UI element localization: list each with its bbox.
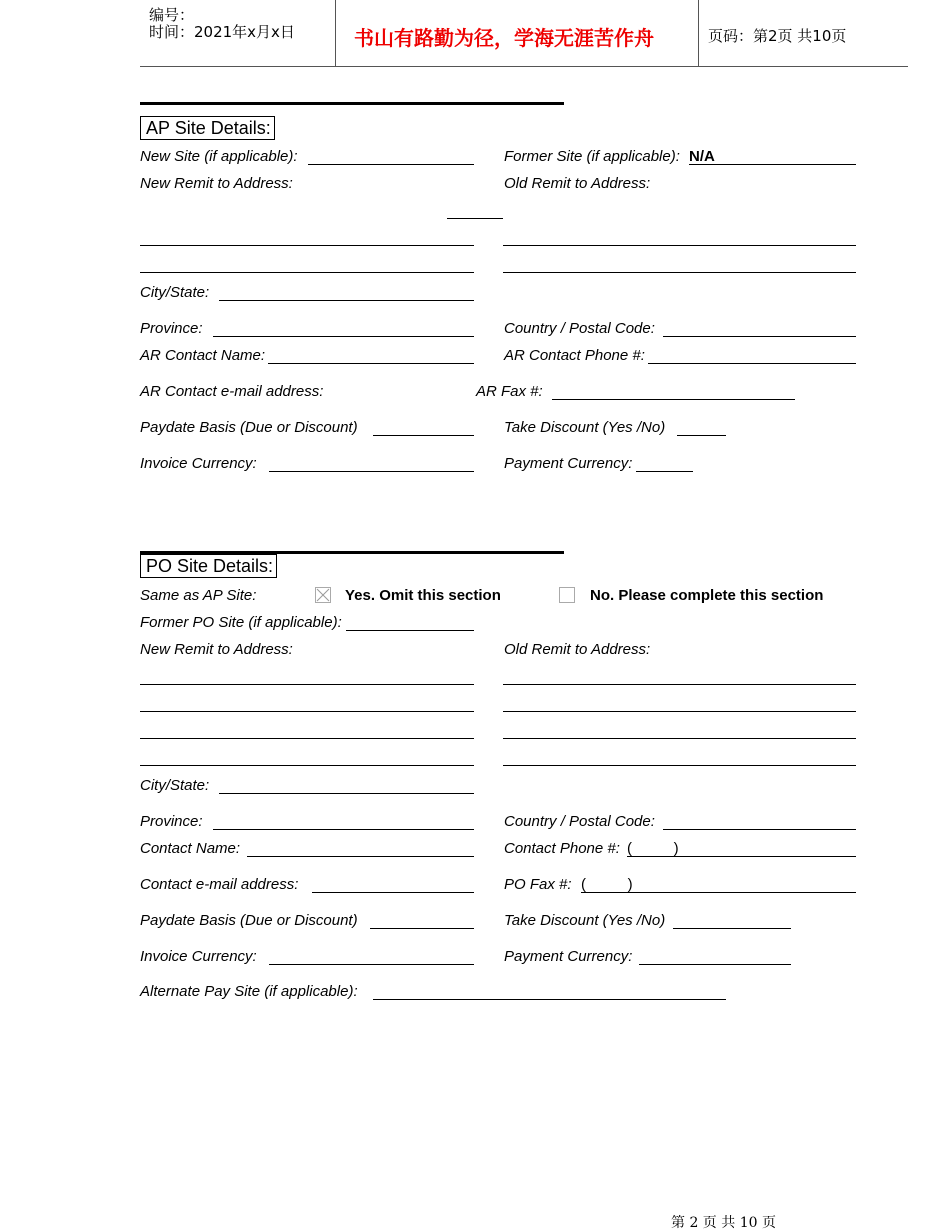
po-fax-label: PO Fax #: xyxy=(504,876,572,893)
ap-province-field[interactable] xyxy=(213,336,474,337)
ap-old-remit-line-1[interactable] xyxy=(503,245,856,246)
ap-city-state-field[interactable] xyxy=(219,300,474,301)
po-fax-field[interactable] xyxy=(581,892,856,893)
po-province-label: Province: xyxy=(140,813,203,830)
number-label: 编号： xyxy=(149,6,195,24)
po-contact-phone-label: Contact Phone #: xyxy=(504,840,620,857)
former-po-site-field[interactable] xyxy=(346,630,474,631)
no-option-label: No. Please complete this section xyxy=(590,587,824,604)
ap-new-remit-line-2[interactable] xyxy=(140,272,474,273)
po-city-state-label: City/State: xyxy=(140,777,210,794)
po-contact-phone-field[interactable] xyxy=(627,856,856,857)
former-site-label: Former Site (if applicable): xyxy=(504,148,680,165)
po-old-remit-line-2[interactable] xyxy=(503,711,856,712)
ap-old-remit-line-2[interactable] xyxy=(503,272,856,273)
po-take-discount-label: Take Discount (Yes /No) xyxy=(504,912,666,929)
ap-old-remit-label: Old Remit to Address: xyxy=(504,175,651,192)
po-contact-name-label: Contact Name: xyxy=(140,840,241,857)
po-old-remit-line-4[interactable] xyxy=(503,765,856,766)
po-new-remit-line-3[interactable] xyxy=(140,738,474,739)
po-contact-email-label: Contact e-mail address: xyxy=(140,876,299,893)
new-site-field[interactable] xyxy=(308,164,474,165)
ar-contact-name-field[interactable] xyxy=(268,363,474,364)
ar-contact-phone-label: AR Contact Phone #: xyxy=(504,347,645,364)
po-old-remit-label: Old Remit to Address: xyxy=(504,641,651,658)
ap-province-label: Province: xyxy=(140,320,203,337)
ap-paydate-basis-field[interactable] xyxy=(373,435,474,436)
same-as-ap-label: Same as AP Site: xyxy=(140,587,257,604)
ap-country-postal-label: Country / Postal Code: xyxy=(504,320,655,337)
no-checkbox[interactable] xyxy=(559,587,575,603)
po-new-remit-line-2[interactable] xyxy=(140,711,474,712)
ar-contact-name-label: AR Contact Name: xyxy=(140,347,266,364)
checkbox-x-icon xyxy=(316,588,330,602)
po-new-remit-label: New Remit to Address: xyxy=(140,641,293,658)
footer-page-number: 第 2 页 共 10 页 xyxy=(671,1215,776,1231)
po-take-discount-field[interactable] xyxy=(673,928,791,929)
new-site-label: New Site (if applicable): xyxy=(140,148,298,165)
po-invoice-currency-field[interactable] xyxy=(269,964,474,965)
ar-fax-field[interactable] xyxy=(552,399,795,400)
po-paydate-basis-label: Paydate Basis (Due or Discount) xyxy=(140,912,358,929)
ap-payment-currency-field[interactable] xyxy=(636,471,693,472)
po-new-remit-line-1[interactable] xyxy=(140,684,474,685)
ap-new-remit-label: New Remit to Address: xyxy=(140,175,293,192)
motto: 书山有路勤为径，学海无涯苦作舟 xyxy=(354,26,654,50)
ap-section-title: AP Site Details: xyxy=(140,116,275,140)
ap-new-remit-line-1[interactable] xyxy=(140,245,474,246)
alternate-pay-site-field[interactable] xyxy=(373,999,726,1000)
time-label: 时间：2021年x月x日 xyxy=(149,23,295,41)
yes-checkbox[interactable] xyxy=(315,587,331,603)
page-header xyxy=(140,0,908,67)
page-label: 页码：第2页 共10页 xyxy=(708,27,847,45)
po-contact-name-field[interactable] xyxy=(247,856,474,857)
po-province-field[interactable] xyxy=(213,829,474,830)
ap-city-state-label: City/State: xyxy=(140,284,210,301)
po-invoice-currency-label: Invoice Currency: xyxy=(140,948,257,965)
ap-take-discount-label: Take Discount (Yes /No) xyxy=(504,419,666,436)
yes-option-label: Yes. Omit this section xyxy=(345,587,501,604)
ap-invoice-currency-field[interactable] xyxy=(269,471,474,472)
header-motto-cell xyxy=(336,0,699,66)
po-phone-area-code: ( ) xyxy=(627,840,679,857)
po-contact-email-field[interactable] xyxy=(312,892,474,893)
alternate-pay-site-label: Alternate Pay Site (if applicable): xyxy=(140,983,358,1000)
former-site-value: N/A xyxy=(689,148,715,165)
po-old-remit-line-3[interactable] xyxy=(503,738,856,739)
ap-country-postal-field[interactable] xyxy=(663,336,856,337)
ap-remit-short-line xyxy=(447,218,503,219)
po-old-remit-line-1[interactable] xyxy=(503,684,856,685)
header-page-cell xyxy=(699,0,908,66)
po-payment-currency-label: Payment Currency: xyxy=(504,948,633,965)
ap-take-discount-field[interactable] xyxy=(677,435,726,436)
po-fax-area-code: ( ) xyxy=(581,876,633,893)
ap-paydate-basis-label: Paydate Basis (Due or Discount) xyxy=(140,419,358,436)
ap-payment-currency-label: Payment Currency: xyxy=(504,455,633,472)
po-country-postal-label: Country / Postal Code: xyxy=(504,813,655,830)
ar-contact-phone-field[interactable] xyxy=(648,363,856,364)
po-new-remit-line-4[interactable] xyxy=(140,765,474,766)
ap-invoice-currency-label: Invoice Currency: xyxy=(140,455,257,472)
ap-section-rule xyxy=(140,102,564,105)
po-country-postal-field[interactable] xyxy=(663,829,856,830)
ar-fax-label: AR Fax #: xyxy=(476,383,543,400)
former-po-site-label: Former PO Site (if applicable): xyxy=(140,614,342,631)
po-paydate-basis-field[interactable] xyxy=(370,928,474,929)
po-payment-currency-field[interactable] xyxy=(639,964,791,965)
header-meta-cell xyxy=(140,0,336,66)
former-site-field[interactable] xyxy=(689,164,856,165)
po-section-title: PO Site Details: xyxy=(140,554,277,578)
ar-contact-email-label: AR Contact e-mail address: xyxy=(140,383,324,400)
po-city-state-field[interactable] xyxy=(219,793,474,794)
